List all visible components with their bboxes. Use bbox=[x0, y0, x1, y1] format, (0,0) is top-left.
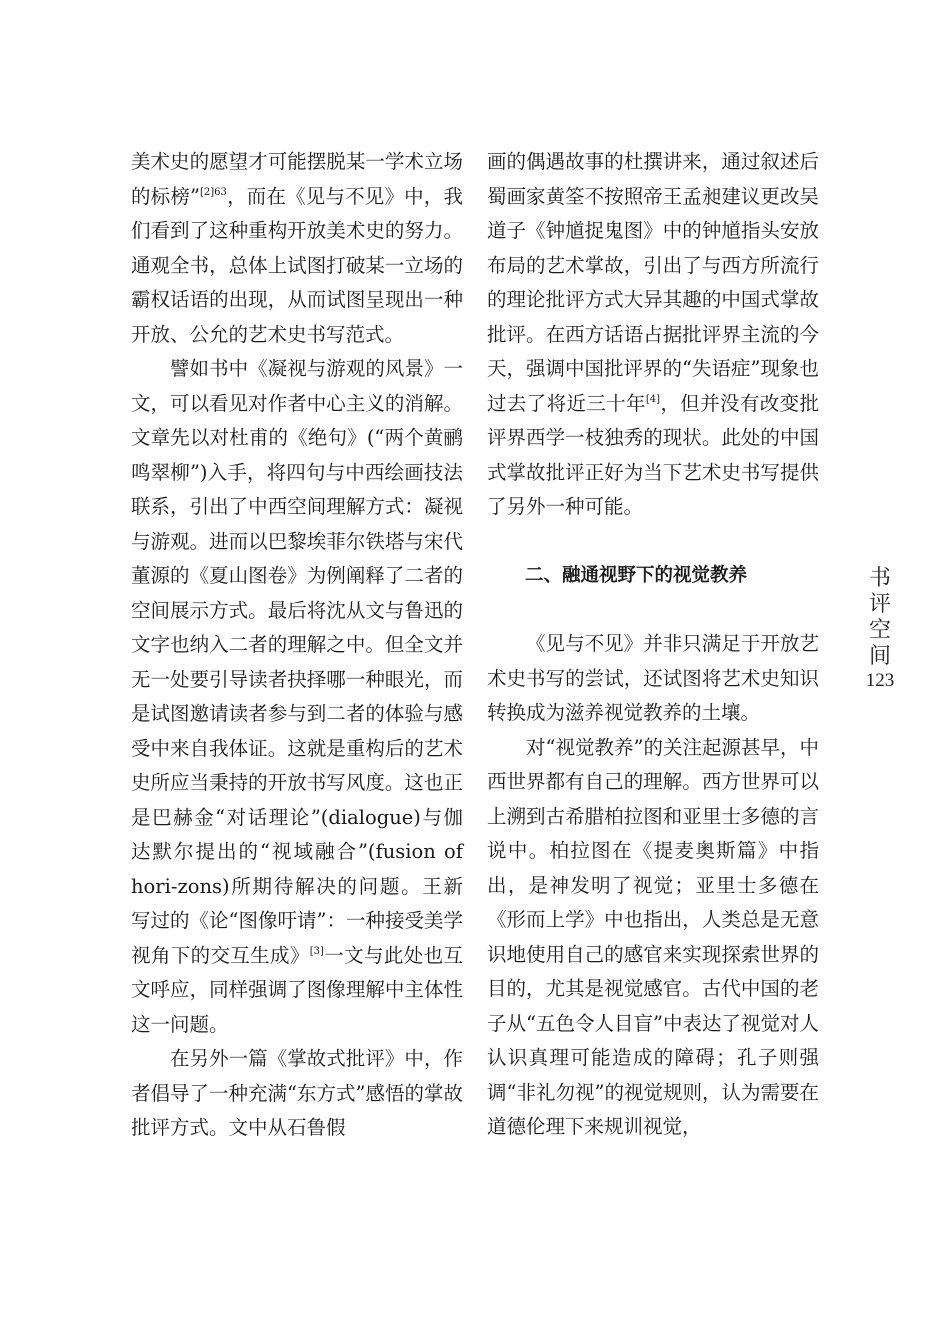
left-paragraph-3: 在另外一篇《掌故式批评》中，作者倡导了一种充满“东方式”感悟的掌故批评方式。文中从石鲁假 bbox=[131, 1047, 463, 1139]
left-paragraph-2: 譬如书中《凝视与游观的风景》一文，可以看见对作者中心主义的消解。文章先以对杜甫的《绝句》(“两个黄鹂鸣翠柳”)入手，将四句与中西绘画技法联系，引出了中西空间理解方式：凝视与游观。进而以巴黎埃菲尔铁塔与宋代董源的《夏山图卷》为例阐释了二者的空间展示方式。最后将沈从文与鲁迅的文字也纳入二者的理解之中。但全文并无一处要引导读者抉择哪一种眼光，而是试图邀请读者参与到二者的体验与感受中来自我体证。这就是重构后的艺术史所应当秉持的开放书写风度。这也正是巴赫金“对话理论”(dialogue)与伽达默尔提出的“视域融合”(fusion of hori-zons)所期待解决的问题。王新写过的《论“图像吁请”：一种接受美学视角下的交互生成》[3]一文与此处也互文呼应，同样强调了图像理解中主体性这一问题。 bbox=[131, 357, 463, 1036]
citation-3: [3] bbox=[309, 945, 324, 957]
right-paragraph-2: 《见与不见》并非只满足于开放艺术史书写的尝试，还试图将艺术史知识转换成为滋养视觉教养的土壤。 bbox=[487, 632, 819, 724]
left-paragraph-1: 美术史的愿望才可能摆脱某一学术立场的标榜”$^{[2]63}$，而在《见与不见》中，我们看到了这种重构开放美术史的努力。通观全书，总体上试图打破某一立场的霸权话语的出现，从而试图呈现出一种开放、公允的艺术史书写范式。 bbox=[131, 150, 463, 346]
citation-4: [4] bbox=[645, 393, 661, 405]
page-number: 123 bbox=[865, 670, 895, 691]
running-title: 书 评 空 间 bbox=[868, 566, 891, 669]
section-heading: 二、融通视野下的视觉教养 bbox=[525, 564, 748, 586]
right-paragraph-3: 对“视觉教养”的关注起源甚早，中西世界都有自己的理解。西方世界可以上溯到古希腊柏拉图和亚里士多德的言说中。柏拉图在《提麦奥斯篇》中指出，是神发明了视觉；亚里士多德在《形而上学》中也指出，人类总是无意识地使用自己的感官来实现探索世界的目的，尤其是视觉感官。古代中国的老子从“五色令人目盲”中表达了视觉对人认识真理可能造成的障碍；孔子则强调“非礼勿视”的视觉规则，认为需要在道德伦理下来规训视觉， bbox=[487, 735, 819, 1138]
right-column bbox=[487, 145, 819, 1145]
right-paragraph-1: 画的偶遇故事的杜撰讲来，通过叙述后蜀画家黄筌不按照帝王孟昶建议更改吴道子《钟馗捉鬼图》中的钟馗指头安放布局的艺术掌故，引出了与西方所流行的理论批评方式大异其趣的中国式掌故批评。在西方话语占据批评界主流的今天，强调中国批评界的“失语症”现象也过去了将近三十年[4]，但并没有改变批评界西学一枝独秀的现状。此处的中国式掌故批评正好为当下艺术史书写提供了另外一种可能。 bbox=[487, 150, 819, 518]
citation-2: [2]63 bbox=[200, 186, 227, 198]
left-column bbox=[131, 145, 463, 1146]
